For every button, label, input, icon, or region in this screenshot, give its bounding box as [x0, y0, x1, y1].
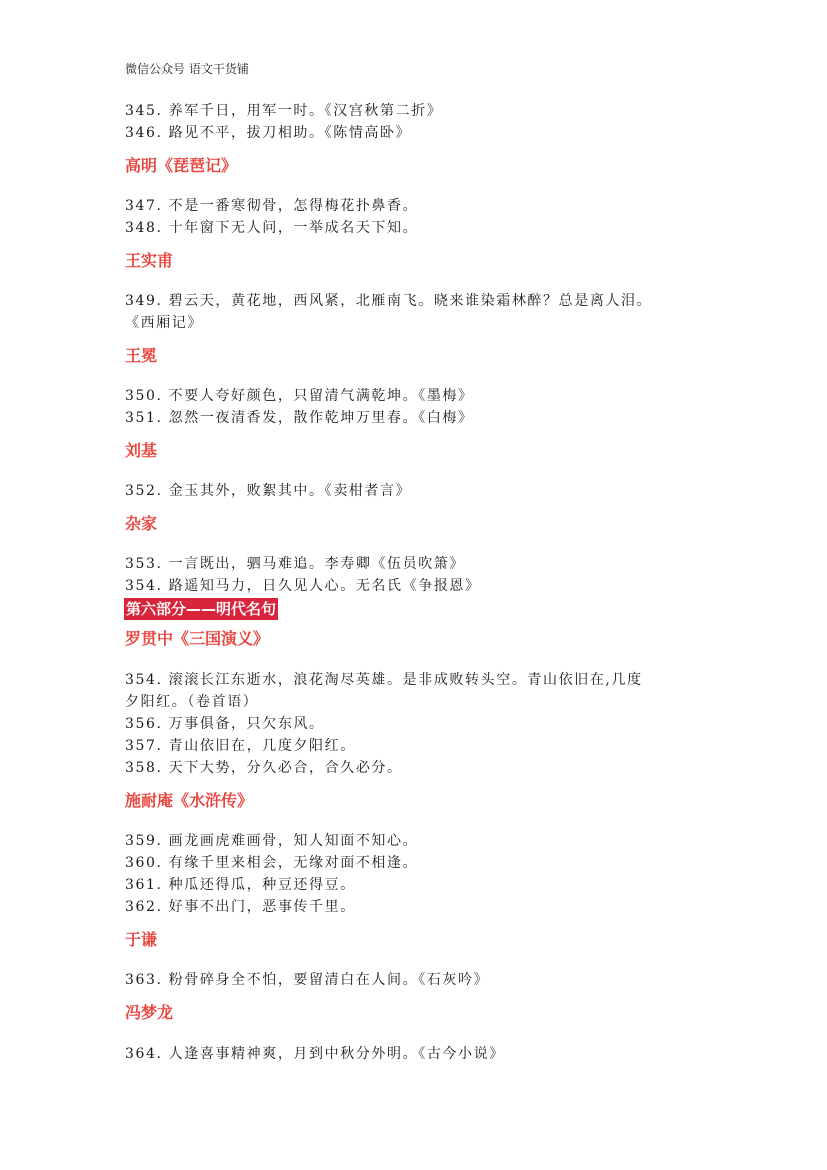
quote-line: 356. 万事俱备，只欠东风。: [125, 716, 325, 732]
quote-line: 345. 养军千日，用军一时。《汉宫秋第二折》: [125, 103, 443, 119]
quote-line: 352. 金玉其外，败絮其中。《卖柑者言》: [125, 483, 412, 499]
quote-line: 364. 人逢喜事精神爽，月到中秋分外明。《古今小说》: [125, 1046, 505, 1062]
section-heading-luoguanzhong: 罗贯中《三国演义》: [125, 629, 270, 648]
quote-line: 358. 天下大势，分久必合，合久必分。: [125, 760, 403, 776]
quote-line: 《西厢记》: [125, 315, 203, 331]
quote-line: 354. 路遥知马力，日久见人心。无名氏《争报恩》: [125, 578, 481, 594]
quote-line: 353. 一言既出，驷马难追。李寿卿《伍员吹箫》: [125, 556, 466, 572]
section-heading-shinaian: 施耐庵《水浒传》: [125, 791, 254, 810]
quote-line: 348. 十年窗下无人问，一举成名天下知。: [125, 220, 419, 236]
quote-line: 357. 青山依旧在，几度夕阳红。: [125, 738, 356, 754]
section-heading-yuqian: 于谦: [125, 930, 158, 949]
quote-line: 350. 不要人夸好颜色，只留清气满乾坤。《墨梅》: [125, 388, 474, 404]
quote-line: 346. 路见不平，拔刀相助。《陈情高卧》: [125, 125, 412, 141]
quote-line: 347. 不是一番寒彻骨，怎得梅花扑鼻香。: [125, 198, 419, 214]
section-heading-wangmian: 王冕: [125, 346, 158, 365]
quote-line: 360. 有缘千里来相会，无缘对面不相逢。: [125, 855, 419, 871]
quote-line: 351. 忽然一夜清香发，散作乾坤万里春。《白梅》: [125, 410, 474, 426]
section-heading-wangshifu: 王实甫: [125, 251, 174, 270]
quote-line: 夕阳红。（卷首语）: [125, 694, 259, 710]
section-heading-fengmenglong: 冯梦龙: [125, 1003, 174, 1022]
part-banner: 第六部分——明代名句: [126, 600, 277, 618]
quote-line: 354. 滚滚长江东逝水，浪花淘尽英雄。是非成败转头空。青山依旧在,几度: [125, 672, 643, 688]
quote-line: 362. 好事不出门，恶事传千里。: [125, 899, 356, 915]
header-wechat-account: 微信公众号 语文干货铺: [125, 62, 249, 76]
section-heading-zajia: 杂家: [125, 514, 158, 533]
quote-line: 359. 画龙画虎难画骨，知人知面不知心。: [125, 833, 419, 849]
quote-line: 361. 种瓜还得瓜，种豆还得豆。: [125, 877, 356, 893]
quote-line: 349. 碧云天，黄花地，西风紧，北雁南飞。晓来谁染霜林醉？总是离人泪。: [125, 293, 653, 309]
quote-line: 363. 粉骨碎身全不怕，要留清白在人间。《石灰吟》: [125, 972, 490, 988]
section-heading-gaoming: 高明《琵琶记》: [125, 156, 238, 175]
section-heading-liuji: 刘基: [125, 441, 158, 460]
